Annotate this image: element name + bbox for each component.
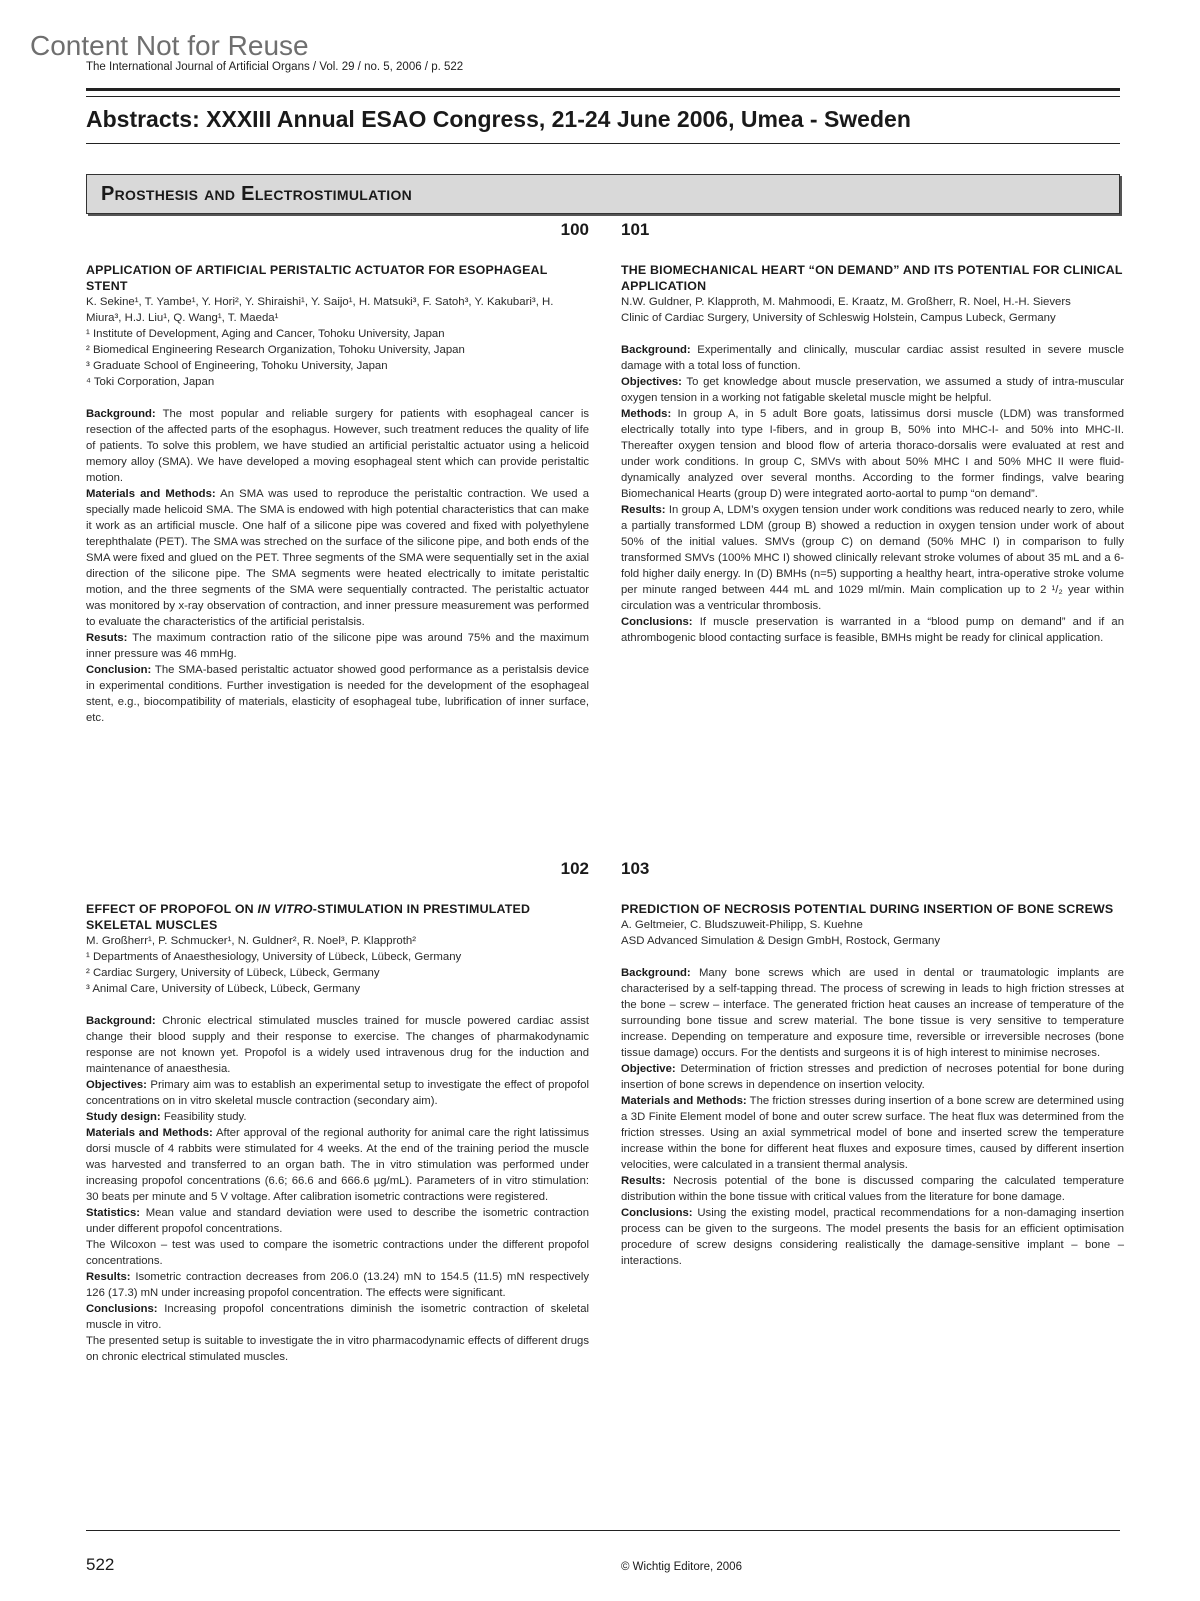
affiliation: Clinic of Cardiac Surgery, University of Schleswig Holstein, Campus Lubeck, Germany xyxy=(621,312,1056,324)
abstract-number: 103 xyxy=(621,859,650,878)
section-text: In group A, in 5 adult Bore goats, latissimus dorsi muscle (LDM) was transformed electrically totally into type I-fibers, and in group B, 50% into MHC-I- and 50% into MHC-II. Thereafter oxygen tension and blood flow of arteria thoraco-dorsalis were evaluated at rest and under work conditions. In group C, SMVs with about 50% MHC I and 50% MHC II were fluid-dynamically analyzed over several months. According to the former findings, valve bearing Biomechanical Hearts (group D) were integrated aorto-aortal to pump “on demand”. xyxy=(621,408,1124,500)
page-number: 522 xyxy=(86,1555,115,1574)
section-text: Primary aim was to establish an experimental setup to investigate the effect of propofol concentrations on in vitro skeletal muscle contraction (secondary aim). xyxy=(86,1079,589,1107)
abstract-paragraph xyxy=(86,406,589,486)
abstract-paragraph xyxy=(86,486,589,630)
abstract-title: THE BIOMECHANICAL HEART “ON DEMAND” AND ITS POTENTIAL FOR CLINICAL APPLICATION xyxy=(621,263,1123,293)
abstract-number: 100 xyxy=(560,220,589,239)
abstract-authors: K. Sekine¹, T. Yambe¹, Y. Hori², Y. Shiraishi¹, Y. Saijo¹, H. Matsuki³, F. Satoh³, Y. Kakubari³, H. Miura³, H.J. Liu¹, Q. Wang¹, T. Maeda¹ xyxy=(86,296,554,324)
affiliation: ¹ Departments of Anaesthesiology, University of Lübeck, Lübeck, Germany xyxy=(86,951,462,963)
abstract-paragraph xyxy=(86,1013,589,1077)
section-label: Results: xyxy=(86,1271,131,1283)
abstract-paragraph xyxy=(86,1301,589,1333)
journal-citation: The International Journal of Artificial Organs / Vol. 29 / no. 5, 2006 / p. 522 xyxy=(86,61,464,73)
abstract-100 xyxy=(86,220,589,726)
abstract-paragraph xyxy=(621,342,1124,374)
section-text: If muscle preservation is warranted in a “blood pump on demand” and if an athrombogenic blood contacting surface is feasible, BMHs might be ready for clinical application. xyxy=(621,616,1124,644)
abstract-paragraph xyxy=(621,1205,1124,1269)
abstract-paragraph xyxy=(86,1125,589,1205)
abstract-body xyxy=(621,965,1124,1269)
abstract-body xyxy=(86,1013,589,1365)
section-label: Background: xyxy=(621,344,691,356)
affiliation: ² Cardiac Surgery, University of Lübeck, Lübeck, Germany xyxy=(86,967,380,979)
section-text: Determination of friction stresses and prediction of necroses potential for bone during insertion of bone screws in dependence on insertion velocity. xyxy=(621,1063,1124,1091)
affiliation-list xyxy=(86,326,589,390)
section-text: Necrosis potential of the bone is discussed comparing the calculated temperature distribution within the bone tissue with critical values from the literature for bone damage. xyxy=(621,1175,1124,1203)
section-header xyxy=(86,174,1120,214)
footer-rule xyxy=(86,1530,1120,1531)
section-title: Prosthesis and Electrostimulation xyxy=(101,183,413,205)
section-label: Background: xyxy=(86,408,156,420)
abstract-authors: N.W. Guldner, P. Klapproth, M. Mahmoodi, E. Kraatz, M. Großherr, R. Noel, H.-H. Sievers xyxy=(621,296,1071,308)
section-label: Background: xyxy=(621,967,691,979)
abstract-paragraph xyxy=(621,1093,1124,1173)
abstract-102 xyxy=(86,859,589,1365)
section-label: Materials and Methods: xyxy=(86,488,216,500)
section-label: Study design: xyxy=(86,1111,161,1123)
section-label: Conclusion: xyxy=(86,664,152,676)
section-text: Experimentally and clinically, muscular cardiac assist resulted in severe muscle damage with a total loss of function. xyxy=(621,344,1124,372)
affiliation: ¹ Institute of Development, Aging and Cancer, Tohoku University, Japan xyxy=(86,328,445,340)
abstract-103 xyxy=(621,859,1124,1269)
abstract-body xyxy=(86,406,589,726)
header-rule-thin xyxy=(86,96,1120,97)
section-label: Materials and Methods: xyxy=(621,1095,747,1107)
section-label: Methods: xyxy=(621,408,672,420)
affiliation-list xyxy=(86,949,589,997)
abstract-paragraph xyxy=(86,1205,589,1237)
abstract-paragraph xyxy=(86,1269,589,1301)
section-text: Isometric contraction decreases from 206.0 (13.24) mN to 154.5 (11.5) mN respectively 126 (17.3) mN under increasing propofol concentration. The effects were significant. xyxy=(86,1271,589,1299)
abstract-paragraph xyxy=(621,406,1124,502)
abstract-paragraph xyxy=(621,1173,1124,1205)
section-text: The Wilcoxon – test was used to compare the isometric contractions under the different propofol concentrations. xyxy=(86,1239,589,1267)
section-text: Mean value and standard deviation were used to describe the isometric contraction under different propofol concentrations. xyxy=(86,1207,589,1235)
affiliation-list xyxy=(621,310,1124,326)
section-text: To get knowledge about muscle preservation, we assumed a study of intra-muscular oxygen tension in a working not fatigable skeletal muscle might be helpful. xyxy=(621,376,1124,404)
section-label: Materials and Methods: xyxy=(86,1127,213,1139)
section-text: Increasing propofol concentrations diminish the isometric contraction of skeletal muscle in vitro. xyxy=(86,1303,589,1331)
affiliation: ² Biomedical Engineering Research Organization, Tohoku University, Japan xyxy=(86,344,465,356)
abstract-title: APPLICATION OF ARTIFICIAL PERISTALTIC ACTUATOR FOR ESOPHAGEAL STENT xyxy=(86,263,548,293)
affiliation-list xyxy=(621,933,1124,949)
section-label: Conclusions: xyxy=(621,1207,693,1219)
section-text: The presented setup is suitable to investigate the in vitro pharmacodynamic effects of different drugs on chronic electrical stimulated muscles. xyxy=(86,1335,589,1363)
abstract-paragraph xyxy=(621,502,1124,614)
abstract-authors: A. Geltmeier, C. Bludszuweit-Philipp, S. Kuehne xyxy=(621,919,863,931)
section-text: Feasibility study. xyxy=(160,1111,247,1123)
abstract-paragraph xyxy=(621,374,1124,406)
abstract-paragraph xyxy=(86,1237,589,1269)
section-text: The most popular and reliable surgery for patients with esophageal cancer is resection of the affected parts of the esophagus. However, such treatment reduces the quality of life of patients. To solve this problem, we have studied an artificial peristaltic actuator using a helicoid memory alloy (SMA). We have developed a moving esophageal stent which can provide peristaltic motion. xyxy=(86,408,589,484)
section-text: An SMA was used to reproduce the peristaltic contraction. We used a specially made helicoid SMA. The SMA is endowed with high potential characteristics that can make it work as an artificial muscle. One half of a silicone pipe was covered and fixed with polyethylene terephthalate (PET). The SMA was streched on the surface of the silicone pipe, and both ends of the SMA were fixed and glued on the PET. Three segments of the SMA were sequentially set in the axial direction of the silicone pipe. The SMA segments were heated electrically to imitate peristaltic motion, and the three segments of the SMA were sequentially contracted. The peristaltic actuator was monitored by x-ray observation of contraction, and inner pressure measurement was performed to evaluate the characteristics of the artificial peristalsis. xyxy=(86,488,589,628)
title-italic: IN VITRO xyxy=(257,902,313,916)
abstract-paragraph xyxy=(86,1109,589,1125)
abstract-paragraph xyxy=(621,965,1124,1061)
copyright: © Wichtig Editore, 2006 xyxy=(621,1561,742,1573)
section-text: The maximum contraction ratio of the silicone pipe was around 75% and the maximum inner pressure was 46 mmHg. xyxy=(86,632,589,660)
section-label: Resuts: xyxy=(86,632,128,644)
abstract-paragraph xyxy=(621,614,1124,646)
section-text: After approval of the regional authority for animal care the right latissimus dorsi muscle of 4 rabbits were stimulated for 4 weeks. At the end of the training period the muscle was harvested and transferred to an organ bath. The in vitro stimulation was performed under increasing propofol concentrations (6.6; 66.6 and 666.6 µg/mL). Parameters of in vitro stimulation: 30 beats per minute and 5 V voltage. After calibration isometric contractions were registered. xyxy=(86,1127,589,1203)
abstract-title: EFFECT OF PROPOFOL ON IN VITRO-STIMULATION IN PRESTIMULATED SKELETAL MUSCLES xyxy=(86,902,531,932)
affiliation: ³ Graduate School of Engineering, Tohoku University, Japan xyxy=(86,360,388,372)
affiliation: ³ Animal Care, University of Lübeck, Lübeck, Germany xyxy=(86,983,361,995)
abstract-paragraph xyxy=(86,630,589,662)
watermark: Content Not for Reuse xyxy=(30,30,309,61)
abstract-paragraph xyxy=(86,1077,589,1109)
affiliation: ASD Advanced Simulation & Design GmbH, Rostock, Germany xyxy=(621,935,941,947)
abstract-paragraph xyxy=(86,662,589,726)
section-label: Background: xyxy=(86,1015,156,1027)
section-text: In group A, LDM’s oxygen tension under work conditions was reduced nearly to zero, while a partially transformed LDM (group B) showed a reduction in oxygen tension under work of about 50% of the initial values. SMVs (group C) on demand (50% MHC I) in comparison to fully transformed SMVs (100% MHC I) showed clinically relevant stroke volumes of about 35 mL and a 6-fold higher daily energy. In (D) BMHs (n=5) supporting a healthy heart, intra-operative stroke volume per minute ranged between 444 mL and 1029 ml/min. Main complication up to 2 ¹/₂ year within circulation was a ventricular thrombosis. xyxy=(621,504,1124,612)
issue-title: Abstracts: XXXIII Annual ESAO Congress, 21-24 June 2006, Umea - Sweden xyxy=(86,106,911,132)
abstract-title: PREDICTION OF NECROSIS POTENTIAL DURING INSERTION OF BONE SCREWS xyxy=(621,902,1114,916)
abstract-number: 102 xyxy=(560,859,589,878)
abstract-number: 101 xyxy=(621,220,650,239)
section-label: Conclusions: xyxy=(621,616,693,628)
section-label: Objective: xyxy=(621,1063,676,1075)
section-label: Statistics: xyxy=(86,1207,140,1219)
affiliation: ⁴ Toki Corporation, Japan xyxy=(86,376,215,388)
section-text: The SMA-based peristaltic actuator showed good performance as a peristalsis device in experimental conditions. Further investigation is needed for the development of the esophageal stent, e.g., biocompatibility of materials, elasticity of esophageal tube, lubrification of inner surface, etc. xyxy=(86,664,589,724)
section-label: Results: xyxy=(621,504,666,516)
section-label: Objectives: xyxy=(621,376,682,388)
title-rule xyxy=(86,143,1120,144)
section-text: Many bone screws which are used in dental or traumatologic implants are characterised by a self-tapping thread. The process of screwing in leads to high friction stresses at the bone – screw – interface. The generated friction heat causes an increase of temperature of the surrounding bone tissue and screw material. The bone tissue is very sensitive to temperature increase. Depending on temperature and exposure time, reversible or irreversible necroses (bone tissue damage) occurs. For the dentists and surgeons it is of high interest to minimise necroses. xyxy=(621,967,1124,1059)
abstract-authors: M. Großherr¹, P. Schmucker¹, N. Guldner², R. Noel³, P. Klapproth² xyxy=(86,935,417,947)
section-text: Chronic electrical stimulated muscles trained for muscle powered cardiac assist change their blood supply and their response to exercise. The changes of pharmakodynamic response are not known yet. Propofol is a widely used intravenous drug for the induction and maintenance of anaesthesia. xyxy=(86,1015,589,1075)
section-text: Using the existing model, practical recommendations for a non-damaging insertion process can be given to the surgeons. The model presents the basis for an efficient optimisation procedure of screw designs considering realistically the damage-sensitive implant – bone – interactions. xyxy=(621,1207,1124,1267)
section-text: The friction stresses during insertion of a bone screw are determined using a 3D Finite Element model of bone and outer screw surface. The heat flux was determined from the friction stresses. Using an axial symmetrical model of bone and inserted screw the temperature increase within the bone for different heat fluxes and exposure times, caused by different insertion velocities, were calculated in a transient thermal analysis. xyxy=(621,1095,1124,1171)
abstract-body xyxy=(621,342,1124,646)
header-rule-thick xyxy=(86,88,1120,91)
abstract-paragraph xyxy=(621,1061,1124,1093)
section-label: Conclusions: xyxy=(86,1303,158,1315)
abstract-101 xyxy=(621,220,1124,646)
abstract-paragraph xyxy=(86,1333,589,1365)
section-label: Results: xyxy=(621,1175,666,1187)
section-label: Objectives: xyxy=(86,1079,147,1091)
